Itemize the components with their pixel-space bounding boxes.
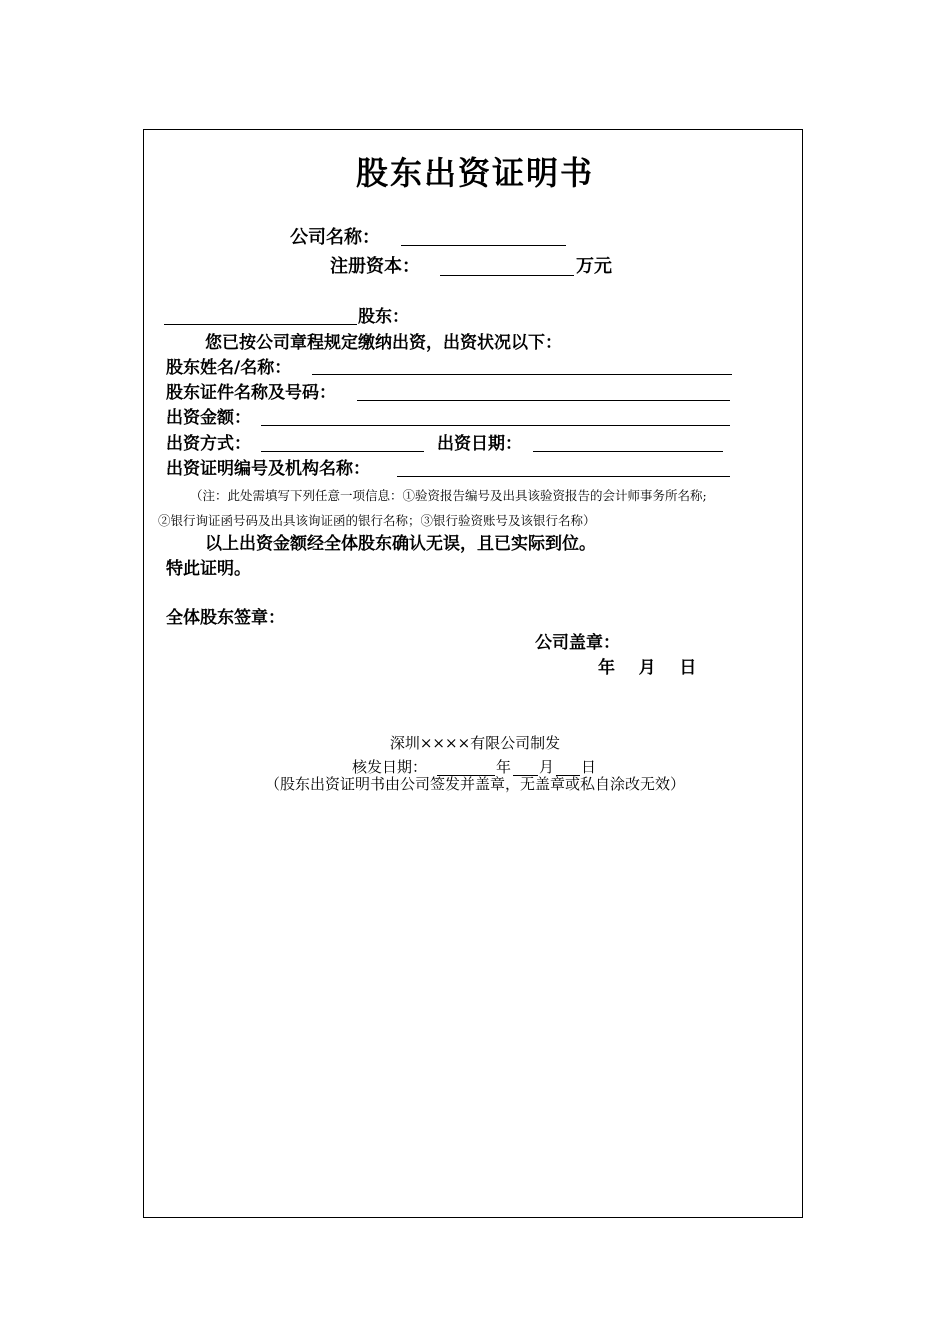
hereby-text: 特此证明。 — [166, 559, 251, 579]
certificate-label: 出资证明编号及机构名称： — [166, 459, 370, 479]
issue-year-label: 年 — [496, 758, 512, 776]
company-name-label: 公司名称： — [290, 227, 380, 248]
shareholders-signature-label: 全体股东签章： — [166, 608, 285, 628]
amount-label: 出资金额： — [166, 408, 251, 428]
confirmation-text: 以上出资金额经全体股东确认无误，且已实际到位。 — [205, 534, 596, 554]
seal-date: 年 月 日 — [598, 658, 697, 678]
amount-field[interactable] — [261, 425, 730, 426]
note-line-2: ②银行询证函号码及出具该询证函的银行名称；③银行验资账号及该银行名称） — [158, 513, 596, 528]
certificate-field[interactable] — [397, 476, 730, 477]
method-field[interactable] — [261, 451, 424, 452]
date-label: 出资日期： — [437, 434, 522, 454]
issue-month-label: 月 — [539, 758, 555, 776]
id-field[interactable] — [357, 400, 730, 401]
method-label: 出资方式： — [166, 434, 251, 454]
document-border — [143, 129, 803, 1218]
document-title: 股东出资证明书 — [355, 154, 594, 192]
note-line-1: （注：此处需填写下列任意一项信息：①验资报告编号及出具该验资报告的会计师事务所名称; — [190, 488, 707, 503]
shareholder-name-label: 股东姓名/名称： — [166, 358, 292, 378]
intro-text: 您已按公司章程规定缴纳出资，出资状况以下： — [205, 333, 562, 353]
registered-capital-blank[interactable] — [440, 275, 574, 276]
shareholder-label: 股东： — [358, 307, 409, 327]
issue-day-label: 日 — [581, 758, 597, 776]
registered-capital-unit: 万元 — [576, 256, 612, 277]
shareholder-name-field[interactable] — [312, 374, 732, 375]
registered-capital-label: 注册资本： — [330, 256, 420, 277]
issue-date-label: 核发日期： — [352, 758, 428, 776]
id-label: 股东证件名称及号码： — [166, 383, 336, 403]
date-field[interactable] — [533, 451, 723, 452]
shareholder-name-blank[interactable] — [164, 324, 357, 325]
company-seal-label: 公司盖章： — [535, 633, 620, 653]
company-name-blank[interactable] — [401, 245, 566, 246]
validity-note: （股东出资证明书由公司签发并盖章，无盖章或私自涂改无效） — [264, 775, 685, 793]
issuer: 深圳××××有限公司制发 — [389, 734, 561, 752]
